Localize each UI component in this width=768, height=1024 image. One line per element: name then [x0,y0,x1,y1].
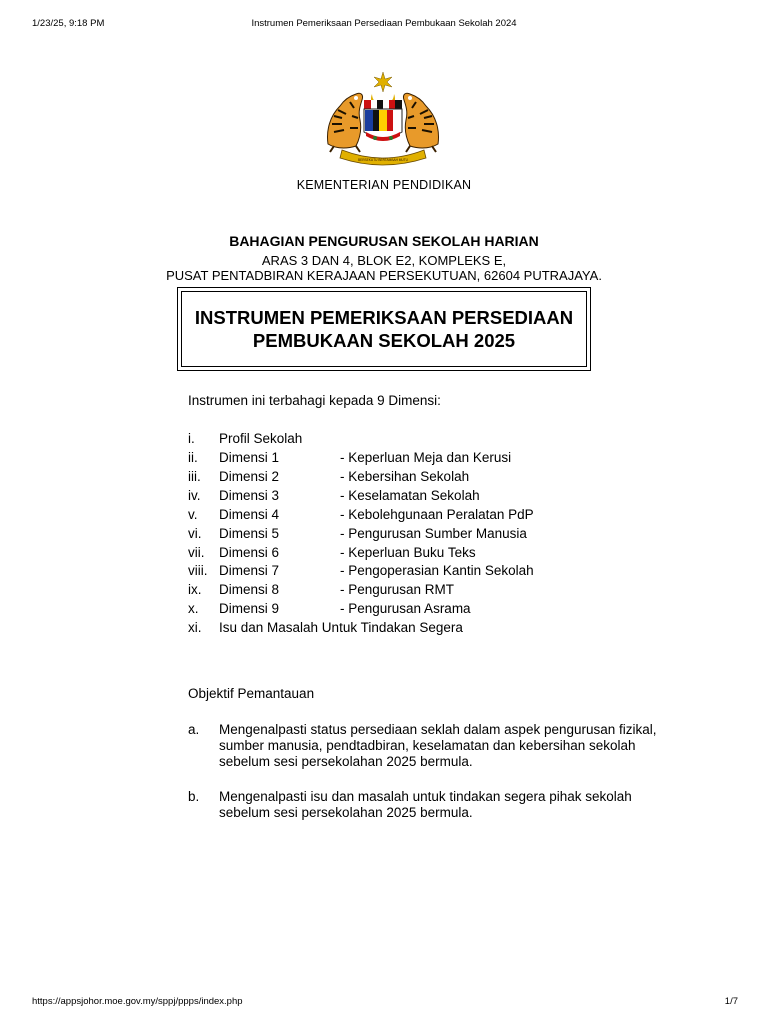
objective-item [188,789,678,823]
objective-text: Mengenalpasti status persediaan seklah dalam aspek pengurusan fizikal, sumber manusia, pendtadbiran, keselamatan dan kebersihan sekolah sebelum sesi persekolahan 2025 bermula. [219,722,657,769]
list-item-number: x. [188,601,199,616]
address-line-1: ARAS 3 DAN 4, BLOK E2, KOMPLEKS E, [261,253,507,268]
list-item-label: Dimensi 3 [219,488,280,503]
list-item-description: - Pengoperasian Kantin Sekolah [340,563,534,578]
department-name: BAHAGIAN PENGURUSAN SEKOLAH HARIAN [229,233,539,249]
list-item-number: vi. [188,526,202,541]
list-item-label: Profil Sekolah [219,431,303,446]
print-url: https://appsjohor.moe.gov.my/sppj/ppps/index.php [32,996,243,1007]
title-box [177,287,591,371]
list-item-description: - Keperluan Buku Teks [340,545,476,560]
list-item-number: iii. [188,469,201,484]
objective-number: a. [188,722,200,737]
coat-of-arms-logo [320,72,446,170]
list-item-label: Dimensi 5 [219,526,280,541]
list-item-number: ii. [188,450,198,465]
objectives-title: Objektif Pemantauan [188,686,315,701]
list-item-label: Dimensi 7 [219,563,280,578]
objective-item [188,722,678,772]
address-line-2: PUSAT PENTADBIRAN KERAJAAN PERSEKUTUAN, 62604 PUTRAJAYA. [166,268,602,283]
motto-text: BERSEKUTU BERTAMBAH MUTU [357,158,409,162]
list-item-label: Dimensi 6 [219,545,280,560]
list-item-number: i. [188,431,195,446]
list-item-label: Dimensi 1 [219,450,280,465]
print-page-number: 1/7 [724,996,738,1007]
list-item-label: Dimensi 2 [219,469,280,484]
list-item-description: - Pengurusan Asrama [340,601,471,616]
list-item-number: iv. [188,488,201,503]
objective-text: Mengenalpasti isu dan masalah untuk tindakan segera pihak sekolah sebelum sesi persekolahan 2025 bermula. [219,789,632,820]
list-item-label: Isu dan Masalah Untuk Tindakan Segera [219,620,463,635]
list-item-label: Dimensi 9 [219,601,280,616]
print-page-title: Instrumen Pemeriksaan Persediaan Pembukaan Sekolah 2024 [251,18,517,29]
list-item-number: xi. [188,620,202,635]
list-item-description: - Keperluan Meja dan Kerusi [340,450,512,465]
document-title-line-2: PEMBUKAAN SEKOLAH 2025 [252,330,516,351]
ministry-name: KEMENTERIAN PENDIDIKAN [296,178,472,192]
list-item-number: vii. [188,545,205,560]
list-item-label: Dimensi 8 [219,582,280,597]
list-item-description: - Pengurusan Sumber Manusia [340,526,527,541]
list-item-description: - Keselamatan Sekolah [340,488,480,503]
print-datetime: 1/23/25, 9:18 PM [32,18,105,29]
objective-number: b. [188,789,200,804]
document-title-line-1: INSTRUMEN PEMERIKSAAN PERSEDIAAN [194,307,574,328]
list-item-number: v. [188,507,198,522]
list-item-description: - Kebolehgunaan Peralatan PdP [340,507,534,522]
list-item-description: - Pengurusan RMT [340,582,455,597]
list-item-description: - Kebersihan Sekolah [340,469,470,484]
list-item-number: ix. [188,582,202,597]
list-item-number: viii. [188,563,208,578]
dimensions-intro: Instrumen ini terbahagi kepada 9 Dimensi: [188,393,441,408]
list-item-label: Dimensi 4 [219,507,280,522]
